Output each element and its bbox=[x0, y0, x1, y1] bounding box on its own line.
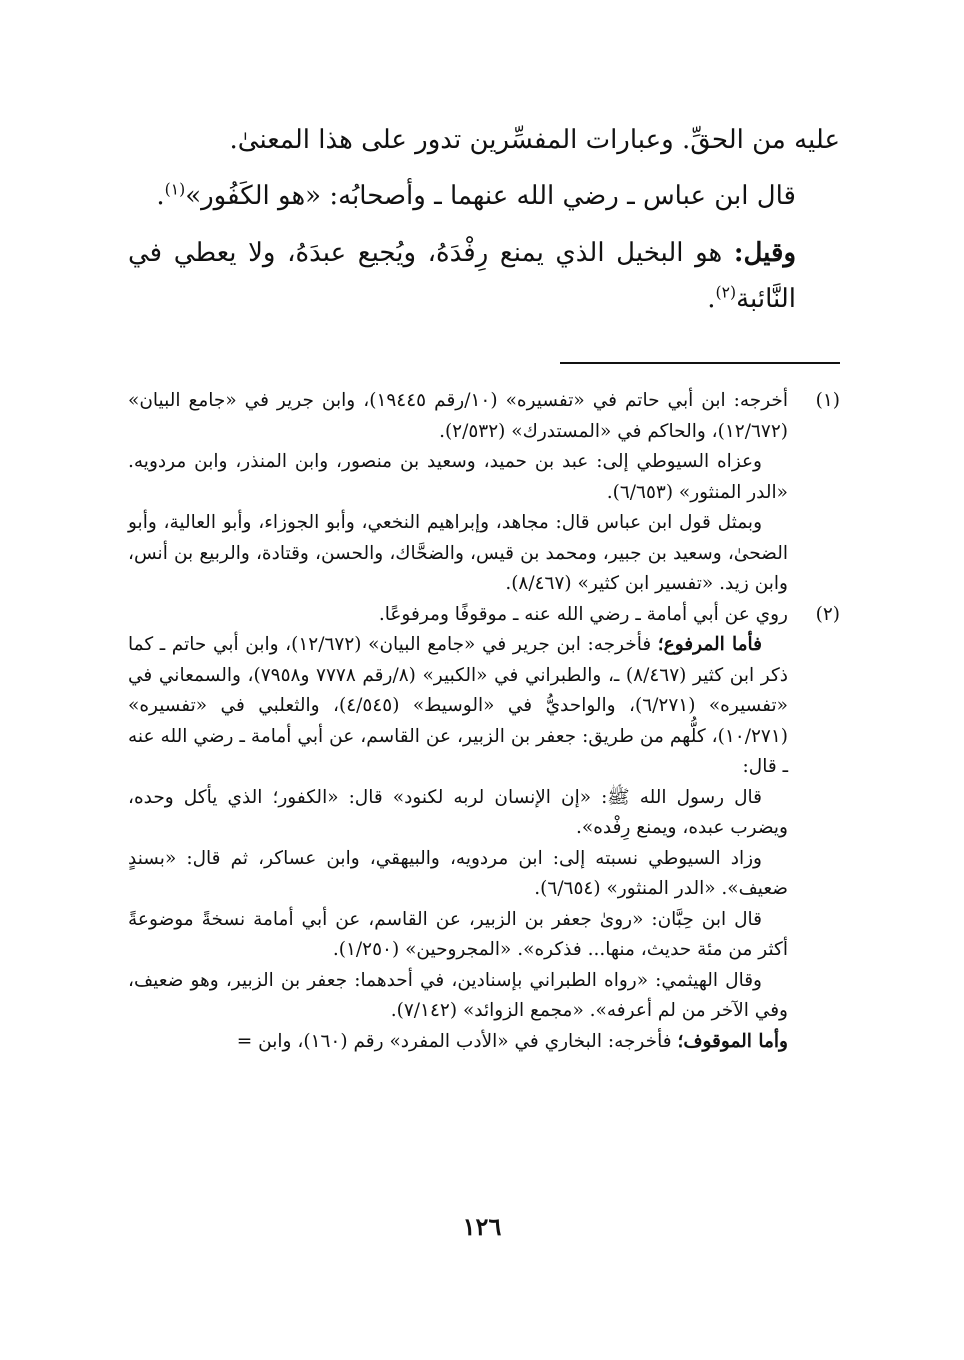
main-line-2: قال ابن عباس ـ رضي الله عنهما ـ وأصحابُه: «هو الكَفُور»$^{(١)}$. bbox=[156, 180, 796, 211]
footnote-ref-1[interactable]: (١) bbox=[164, 180, 186, 199]
footnote-separator bbox=[560, 362, 840, 364]
footnote-number: (٢) bbox=[815, 603, 840, 625]
footnote-paragraph: وزاد السيوطي نسبته إلى: ابن مردويه، والبيهقي، وابن عساكر، ثم قال: «بسندٍ ضعيف». «الدر المنثور» (٦/٦٥٤). bbox=[128, 847, 788, 899]
qila-lead: وقيل: bbox=[733, 238, 796, 268]
footnote-number: (١) bbox=[815, 390, 840, 411]
main-text bbox=[128, 112, 840, 322]
page-number: ١٢٦ bbox=[462, 1212, 502, 1241]
bakhil-definition: هو البخيل الذي يمنع رِفْدَهُ، ويُجيع عبدَهُ، ولا يعطي في النَّائبة bbox=[128, 238, 796, 314]
footnote-paragraph: وقال الهيثمي: «رواه الطبراني بإسنادين، في أحدهما: جعفر بن الزبير، وهو ضعيف، وفي الآخر من لم أعرفه». «مجمع الزوائد» (٧/١٤٢). bbox=[128, 969, 788, 1021]
footnote-2 bbox=[128, 600, 840, 1058]
footnote-paragraph: أخرجه: ابن أبي حاتم في «تفسيره» (١٠/رقم ١٩٤٤٥)، وابن جرير في «جامع البيان» (١٢/٦٧٢)، والحاكم في «المستدرك» (٢/٥٣٢). bbox=[128, 390, 788, 442]
footnote-paragraph: قال ابن حِبَّان: «روىٰ جعفر بن الزبير، عن القاسم، عن أبي أمامة نسخةً موضوعةً أكثر من مئة حديث، منها... فذكره». «المجروحين» (١/٢٥٠). bbox=[128, 908, 788, 960]
main-line-3: وقيل: هو البخيل الذي يمنع رِفْدَهُ، ويُجيع عبدَهُ، ولا يعطي في النَّائبة$^{(٢)}$. bbox=[128, 238, 796, 314]
footnote-paragraph-hadith: قال رسول الله ﷺ: «إن الإنسان لربه لكنود» قال: «الكفور؛ الذي يأكل وحده، ويضرب عبده، ويمنع رِفْده». bbox=[128, 786, 788, 838]
footnote-paragraph: روي عن أبي أمامة ـ رضي الله عنه ـ موقوفًا ومرفوعًا. bbox=[378, 603, 788, 625]
mawquf-heading: وأما الموقوف؛ bbox=[677, 1030, 788, 1052]
footnote-paragraph: وعزاه السيوطي إلى: عبد بن حميد، وسعيد بن منصور، وابن المنذر، وابن مردويه. «الدر المنثور» (٦/٦٥٣). bbox=[128, 451, 788, 503]
main-line-1: عليه من الحقِّ. وعبارات المفسِّرين تدور على هذا المعنىٰ. bbox=[229, 125, 840, 155]
marfu-heading: فأما المرفوع؛ bbox=[657, 634, 762, 655]
footnote-ref-2[interactable]: (٢) bbox=[715, 283, 737, 302]
footnote-paragraph-mawquf: وأما الموقوف؛ فأخرجه: البخاري في «الأدب المفرد» رقم (١٦٠)، وابن = bbox=[236, 1030, 788, 1052]
footnote-paragraph-marfu: فأما المرفوع؛ فأخرجه: ابن جرير في «جامع البيان» (١٢/٦٧٢)، وابن أبي حاتم ـ كما ذكر ابن كثير (٨/٤٦٧) ـ، والطبراني في «الكبير» (٨/رقم ٧٧٧٨ و٧٩٥٨)، والسمعاني في «تفسيره» (٦/٢٧١)، والواحديُّ في «الوسيط» (٤/٥٤٥)، والثعلبي في «تفسيره» (١٠/٢٧١)، كلُّهم من طريق: جعفر بن الزبير، عن القاسم، عن أبي أمامة ـ رضي الله عنه ـ قال: bbox=[128, 634, 788, 777]
footnote-1 bbox=[128, 386, 840, 600]
ibn-abbas-quote: قال ابن عباس ـ رضي الله عنهما ـ وأصحابُه: «هو الكَفُور» bbox=[185, 181, 796, 211]
footnote-paragraph: وبمثل قول ابن عباس قال: مجاهد، وإبراهيم النخعي، وأبو الجوزاء، وأبو العالية، وأبو الضحىٰ، وسعيد بن جبير، ومحمد بن قيس، والضحَّاك، والحسن، وقتادة، والربيع بن أنس، وابن زيد. «تفسير ابن كثير» (٨/٤٦٧). bbox=[128, 512, 788, 594]
footnotes bbox=[128, 386, 840, 1057]
